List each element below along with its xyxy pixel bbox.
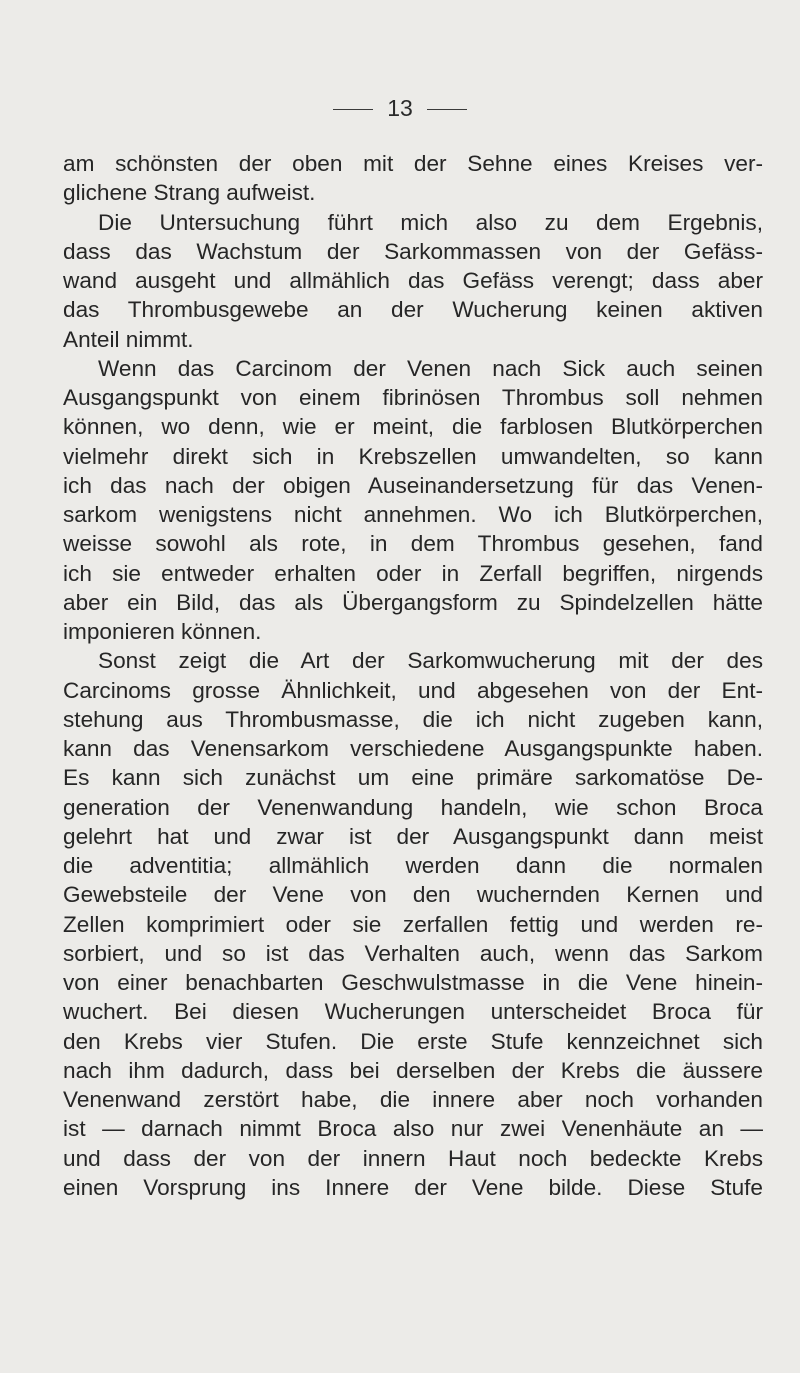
text-line: die adventitia; allmählich werden dann die normalen bbox=[63, 853, 763, 878]
text-line: vielmehr direkt sich in Krebszellen umwandelten, so kann bbox=[63, 443, 763, 469]
text-line: Sonst zeigt die Art der Sarkomwucherung mit der des bbox=[98, 648, 763, 674]
text-line: nach ihm dadurch, dass bei derselben der Krebs die äussere bbox=[63, 1057, 763, 1083]
text-line: Anteil nimmt. bbox=[63, 326, 194, 352]
text-line: kann das Venensarkom verschiedene Ausgangspunkte haben. bbox=[63, 736, 763, 761]
text-line: stehung aus Thrombusmasse, die ich nicht zugeben kann, bbox=[63, 706, 763, 732]
text-line: generation der Venenwandung handeln, wie schon Broca bbox=[63, 794, 763, 820]
text-line: Carcinoms grosse Ähnlichkeit, und abgesehen von der Ent- bbox=[63, 677, 763, 703]
text-line: glichene Strang aufweist. bbox=[63, 180, 316, 206]
text-line: dass das Wachstum der Sarkommassen von der Gefäss- bbox=[63, 238, 763, 264]
text-line: weisse sowohl als rote, in dem Thrombus gesehen, fand bbox=[63, 531, 763, 557]
text-line: gelehrt hat und zwar ist der Ausgangspunkt dann meist bbox=[63, 823, 763, 849]
right-dash bbox=[427, 109, 467, 110]
text-line: sorbiert, und so ist das Verhalten auch, wenn das Sarkom bbox=[63, 940, 763, 966]
text-line: Ausgangspunkt von einem fibrinösen Thrombus soll nehmen bbox=[63, 385, 763, 410]
text-line: und dass der von der innern Haut noch bedeckte Krebs bbox=[63, 1145, 763, 1171]
text-line: aber ein Bild, das als Übergangsform zu Spindelzellen hätte bbox=[63, 589, 763, 615]
text-line: Zellen komprimiert oder sie zerfallen fettig und werden re- bbox=[63, 911, 763, 937]
text-line: Die Untersuchung führt mich also zu dem Ergebnis, bbox=[98, 209, 763, 235]
page-number: 13 bbox=[387, 95, 413, 121]
text-line: imponieren können. bbox=[63, 619, 262, 644]
text-line: Wenn das Carcinom der Venen nach Sick auch seinen bbox=[98, 355, 763, 381]
page-header bbox=[0, 95, 800, 122]
text-line: ich das nach der obigen Auseinandersetzung für das Venen- bbox=[63, 472, 763, 498]
text-line: einen Vorsprung ins Innere der Vene bilde. Diese Stufe bbox=[63, 1174, 763, 1200]
text-line: Es kann sich zunächst um eine primäre sarkomatöse De- bbox=[63, 765, 763, 791]
text-line: wand ausgeht und allmählich das Gefäss verengt; dass aber bbox=[63, 268, 763, 293]
left-dash bbox=[333, 109, 373, 110]
text-line: am schönsten der oben mit der Sehne eines Kreises ver- bbox=[63, 151, 763, 176]
text-line: von einer benachbarten Geschwulstmasse in die Vene hinein- bbox=[63, 970, 763, 995]
text-line: den Krebs vier Stufen. Die erste Stufe kennzeichnet sich bbox=[63, 1028, 763, 1054]
body-text bbox=[63, 149, 763, 1202]
text-line: das Thrombusgewebe an der Wucherung keinen aktiven bbox=[63, 297, 763, 323]
text-line: ich sie entweder erhalten oder in Zerfall begriffen, nirgends bbox=[63, 560, 763, 586]
text-line: ist — darnach nimmt Broca also nur zwei Venenhäute an — bbox=[63, 1116, 763, 1142]
text-line: können, wo denn, wie er meint, die farblosen Blutkörperchen bbox=[63, 414, 763, 440]
text-line: wuchert. Bei diesen Wucherungen unterscheidet Broca für bbox=[63, 999, 763, 1025]
text-line: Gewebsteile der Vene von den wuchernden Kernen und bbox=[63, 882, 763, 908]
text-line: Venenwand zerstört habe, die innere aber noch vorhanden bbox=[63, 1087, 763, 1112]
text-line: sarkom wenigstens nicht annehmen. Wo ich Blutkörperchen, bbox=[63, 502, 763, 527]
